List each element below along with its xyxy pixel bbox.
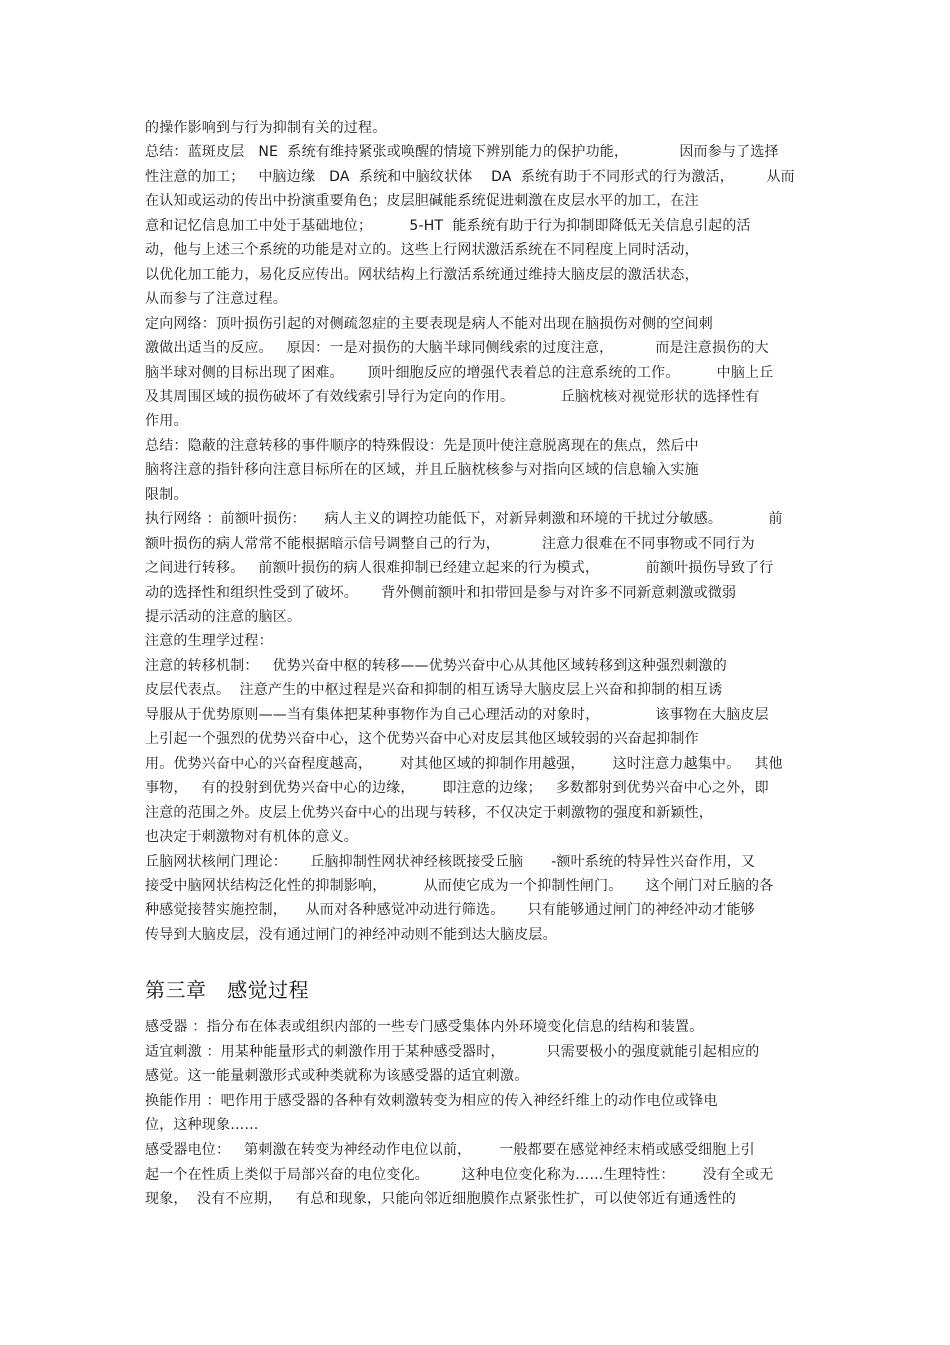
text-line: 感觉。这一能量刺激形式或种类就称为该感受器的适宜刺激。 [145,1068,529,1085]
text-line: 定向网络：顶叶损伤引起的对侧疏忽症的主要表现是病人不能对出现在脑损伤对侧的空间刺 [145,315,713,332]
text-line: 总结：蓝斑皮层 NE 系统有维持紧张或唤醒的情境下辨别能力的保护功能， 因而参与了选择 [145,144,779,161]
text-line: 限制。 [145,486,188,503]
text-line: 位，这种现象…… [145,1117,259,1134]
text-line: 现象， 没有不应期， 有总和现象，只能向邻近细胞膜作点紧张性扩，可以使邻近有通透性的 [145,1191,737,1208]
text-line: 注意的转移机制： 优势兴奋中枢的转移——优势兴奋中心从其他区域转移到这种强烈刺激的 [145,657,727,674]
chapter-heading: 第三章 感觉过程 [145,978,310,1002]
text-line: 总结：隐蔽的注意转移的事件顺序的特殊假设：先是顶叶使注意脱离现在的焦点，然后中 [145,437,699,454]
text-line: 也决定于刺激物对有机体的意义。 [145,829,358,846]
text-line: 在认知或运动的传出中扮演重要角色；皮层胆碱能系统促进刺激在皮层水平的加工，在注 [145,193,699,210]
text-line: 性注意的加工； 中脑边缘 DA 系统和中脑纹状体 DA 系统有助于不同形式的行为激活， 从而 [145,168,795,185]
text-line: 动的选择性和组织性受到了破坏。 背外侧前额叶和扣带回是参与对许多不同新意刺激或微弱 [145,584,737,601]
text-line: 起一个在性质上类似于局部兴奋的电位变化。 这种电位变化称为……生理特性： 没有全或无 [145,1166,774,1183]
text-line: 之间进行转移。 前额叶损伤的病人很难抑制已经建立起来的行为模式， 前额叶损伤导致了行 [145,560,774,577]
text-line: 脑半球对侧的目标出现了困难。 顶叶细胞反应的增强代表着总的注意系统的工作。 中脑上丘 [145,364,774,381]
text-line: 感受器电位： 第刺激在转变为神经动作电位以前， 一般都要在感觉神经末梢或感受细胞上引 [145,1142,755,1158]
text-line: 事物， 有的投射到优势兴奋中心的边缘， 即注意的边缘； 多数都射到优势兴奋中心之外，即 [145,780,769,797]
text-line: 动，他与上述三个系统的功能是对立的。这些上行网状激活系统在不同程度上同时活动， [145,242,699,259]
text-line: 的操作影响到与行为抑制有关的过程。 [145,120,387,136]
text-line: 种感觉接替实施控制， 从而对各种感觉冲动进行筛选。 只有能够通过闸门的神经冲动才能够 [145,902,755,919]
text-line: 从而参与了注意过程。 [145,291,287,308]
text-line: 额叶损伤的病人常常不能根据暗示信号调整自己的行为， 注意力很难在不同事物或不同行为 [145,535,755,552]
text-line: 以优化加工能力，易化反应传出。网状结构上行激活系统通过维持大脑皮层的激活状态， [145,266,699,283]
text-line: 适宜刺激 ：用某种能量形式的刺激作用于某种感受器时， 只需要极小的强度就能引起相应的 [145,1043,760,1060]
text-line: 激做出适当的反应。 原因：一是对损伤的大脑半球同侧线索的过度注意， 而是注意损伤的大 [145,340,769,357]
text-line: 丘脑网状核闸门理论： 丘脑抑制性网状神经核既接受丘脑 -额叶系统的特异性兴奋作用，又 [145,853,756,870]
text-line: 注意的范围之外。皮层上优势兴奋中心的出现与转移，不仅决定于刺激物的强度和新颖性， [145,804,713,821]
text-line: 上引起一个强烈的优势兴奋中心，这个优势兴奋中心对皮层其他区域较弱的兴奋起抑制作 [145,731,699,748]
text-line: 传导到大脑皮层，没有通过闸门的神经冲动则不能到达大脑皮层。 [145,926,557,943]
text-line: 导服从于优势原则——当有集体把某种事物作为自己心理活动的对象时， 该事物在大脑皮层 [145,706,769,723]
text-line: 皮层代表点。 注意产生的中枢过程是兴奋和抑制的相互诱导大脑皮层上兴奋和抑制的相互诱 [145,682,723,699]
text-line: 接受中脑网状结构泛化性的抑制影响， 从而使它成为一个抑制性闸门。 这个闸门对丘脑的各 [145,877,774,894]
text-line: 及其周围区域的损伤破坏了有效线索引导行为定向的作用。 丘脑枕核对视觉形状的选择性有 [145,388,760,405]
text-line: 作用。 [145,413,188,430]
text-line: 感受器 ：指分布在体表或组织内部的一些专门感受集体内外环境变化信息的结构和装置。 [145,1019,704,1035]
text-line: 脑将注意的指针移向注意目标所在的区域，并且丘脑枕核参与对指向区域的信息输入实施 [145,462,699,479]
text-line: 执行网络 ：前额叶损伤： 病人主义的调控功能低下，对新异刺激和环境的干扰过分敏感。 前 [145,511,783,528]
text-line: 意和记忆信息加工中处于基础地位； 5-HT 能系统有助于行为抑制即降低无关信息引起的活 [145,217,751,234]
text-line: 注意的生理学过程： [145,633,273,650]
text-line: 换能作用 ：吧作用于感受器的各种有效刺激转变为相应的传入神经纤维上的动作电位或锋电 [145,1092,718,1109]
text-line: 提示活动的注意的脑区。 [145,609,302,625]
text-line: 用。优势兴奋中心的兴奋程度越高， 对其他区域的抑制作用越强， 这时注意力越集中。 其他 [145,755,783,772]
